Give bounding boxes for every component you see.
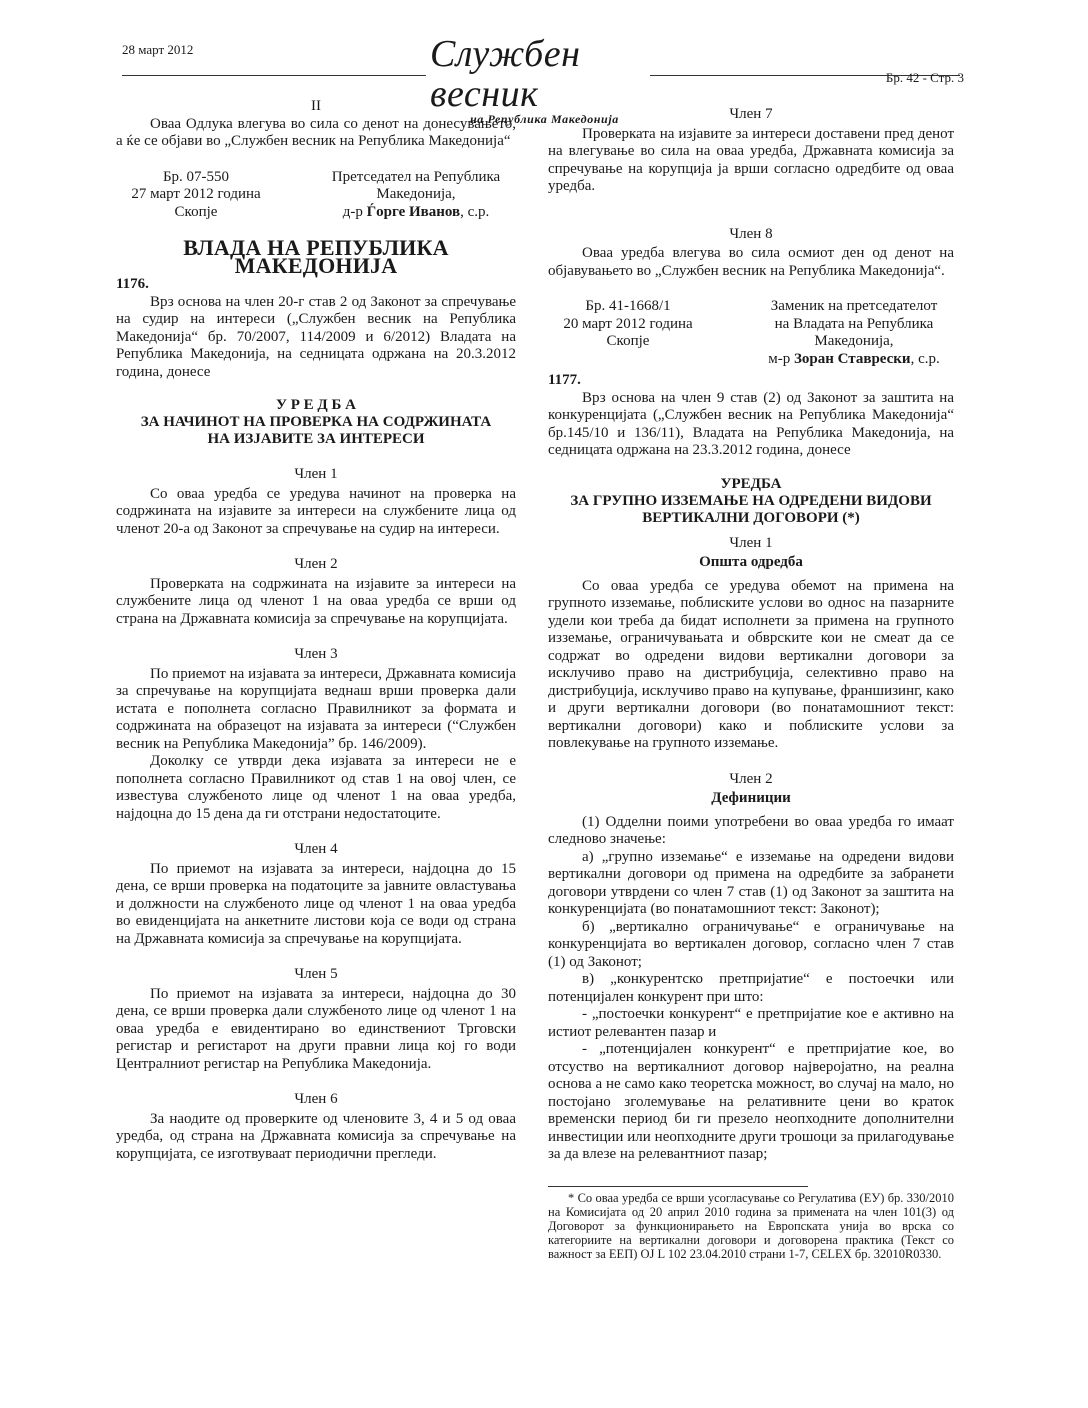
signature-block-1 bbox=[116, 169, 516, 222]
decree-1177-sub1: ЗА ГРУПНО ИЗЗЕМАЊЕ НА ОДРЕДЕНИ ВИДОВИ bbox=[570, 492, 932, 509]
article-3-title: Член 3 bbox=[294, 646, 338, 662]
article-3-text-2: Доколку се утврди дека изјавата за интереси не е пополнета согласно Правилникот од став 1 на овој член, се известува службеното лице од членот 1 на оваа уредба, најдоцна до 15 дена да ги отстрани недостатоците. bbox=[116, 753, 516, 822]
act-number-1176: 1176. bbox=[116, 276, 149, 292]
sig2-ref-number: Бр. 41-1668/1 bbox=[585, 298, 671, 314]
article-3-text-1: По приемот на изјавата за интереси, Државната комисија за спречување на корупцијата веднаш врши проверка дали истата е пополнета согласно Правилникот за формата и содржината на образецот на изјавата за интереси (“Службен весник на Република Македонија” бр. 146/2009). bbox=[116, 665, 516, 752]
masthead-title: Службен весник bbox=[430, 33, 581, 115]
sig2-ref-date: 20 март 2012 година bbox=[563, 315, 693, 332]
signature-block-2 bbox=[548, 298, 954, 368]
preamble-1177: Врз основа на член 9 став (2) од Законот за заштита на конкуренцијата („Службен весник на Република Македонија“ бр.145/10 и 136/11), Владата на Република Македонија, на седницата одржана на 23.3.2012 година, донесе bbox=[548, 389, 954, 458]
decree-1176-sub2: НА ИЗЈАВИТЕ ЗА ИНТЕРЕСИ bbox=[207, 431, 425, 447]
article-1177-2-item-a: а) „групно изземање“ е изземање на одредени видови вертикални договори од примена на одредбите за забранети договори утврдени со член 7 став (1) од Законот за заштита на конкуренцијата (во понатамошниот текст: Законот); bbox=[548, 848, 954, 917]
article-1177-1-heading: Општа одредба bbox=[699, 554, 803, 570]
section-roman: II bbox=[311, 98, 321, 114]
sig1-name-suffix: , с.р. bbox=[460, 203, 490, 220]
decree-1177-word: УРЕДБА bbox=[720, 475, 782, 492]
article-6-text: За наодите од проверките од членовите 3, 4 и 5 од оваа уредба, од страна на Државната комисија за спречување на корупцијата, се изготвуваат периодични прегледи. bbox=[116, 1110, 516, 1162]
preamble-1176: Врз основа на член 20-г став 2 од Законот за спречување на судир на интереси („Службен весник на Република Македонија“ бр. 70/2007, 114/2009 и 6/2012) Владата на Република Македонија, на седницата одржана на 20.3.2012 година, донесе bbox=[116, 293, 516, 380]
article-1177-2-title: Член 2 bbox=[729, 770, 773, 787]
sig2-ref-place: Скопје bbox=[606, 333, 650, 349]
sig1-role-2: Македонија, bbox=[376, 186, 456, 202]
article-7-text: Проверката на изјавите за интереси доставени пред денот на влегување во сила на оваа уредба, Државната комисија за спречување на корупција ја врши согласно одредбите од оваа уредба. bbox=[548, 125, 954, 194]
article-1177-2-para-1: (1) Одделни поими употребени во оваа уредба го имаат следново значење: bbox=[548, 813, 954, 847]
sig2-name-line bbox=[754, 351, 954, 369]
article-5-text: По приемот на изјавата за интереси, најдоцна до 30 дена, се врши проверка дали службеното лице од членот 1 на оваа уредба е евидентирано во единствениот Трговски регистар и регистарот на други правни лица кој го води Централниот регистар на Република Македонија. bbox=[116, 985, 516, 1072]
article-1177-2-dash-2: - „потенцијален конкурент“ е претпријатие кое, во отсуство на вертикалниот договор најверојатно, на реална основа а не само како теоретска можност, во случај на мало, но постојано зголемување на релативните цени во краток временски период би ги презело неопходните дополнителни инвестиции или неопходните други трошоци за прилагодување за да влезе на релевантниот пазар; bbox=[548, 1041, 954, 1162]
sig1-ref-date: 27 март 2012 година bbox=[131, 186, 261, 202]
decree-1176-sub1: ЗА НАЧИНОТ НА ПРОВЕРКА НА СОДРЖИНАТА bbox=[140, 414, 492, 430]
sig1-name-prefix: д-р bbox=[342, 203, 367, 220]
sig2-role-1: Заменик на претседателот bbox=[770, 298, 938, 314]
masthead-subtitle: на Република Македонија bbox=[470, 112, 619, 126]
article-8-title: Член 8 bbox=[729, 225, 773, 242]
issue-date: 28 март 2012 bbox=[122, 42, 194, 57]
article-2-title: Член 2 bbox=[294, 556, 338, 572]
sig2-name: Зоран Ставрески bbox=[794, 350, 911, 367]
article-1-text: Со оваа уредба се уредува начинот на проверка на содржината на изјавите за интереси на службените лица од членот 20-а од Законот за спречување на судир на интереси. bbox=[116, 485, 516, 537]
article-1177-1-text: Со оваа уредба се уредува обемот на примена на групното изземање, поблиските услови во однос на пазарните удели кои треба да бидат исполнети за примена на групното изземање, ограничувањата и обврските кои не смеат да се содржат во одредени видови вертикални договори за исклучиво право на дистрибуција, селективно право на дистрибуција, исклучиво право на купување, франшизинг, како и други вертикални договори (во понатамошниот текст: вертикални договори) како и поблиските услови за повлекување на групното изземање. bbox=[548, 577, 954, 751]
decree-1177-sub2: ВЕРТИКАЛНИ ДОГОВОРИ (*) bbox=[642, 509, 860, 526]
sig2-name-suffix: , с.р. bbox=[910, 350, 940, 367]
sig2-role-2: на Владата на Република bbox=[774, 315, 934, 332]
government-heading: ВЛАДА НА РЕПУБЛИКА МАКЕДОНИЈА bbox=[183, 235, 449, 278]
header-rule-left bbox=[122, 75, 426, 76]
sig1-ref-number: Бр. 07-550 bbox=[162, 168, 230, 185]
sig2-name-prefix: м-р bbox=[768, 350, 794, 367]
section-text: Оваа Одлука влегува во сила со денот на донесувањето, а ќе се објави во „Службен весник на Република Македонија“ bbox=[116, 115, 516, 149]
page-reference: Бр. 42 - Стр. 3 bbox=[885, 70, 964, 85]
article-7-title: Член 7 bbox=[729, 106, 773, 122]
decree-1176-word: У Р Е Д Б А bbox=[276, 397, 356, 413]
act-number-1177: 1177. bbox=[548, 372, 581, 388]
article-1177-2-item-b: б) „вертикално ограничување“ е ограничување на конкуренцијата во вертикален договор, согласно член 7 став (1) од Законот; bbox=[548, 918, 954, 970]
article-1177-2-heading: Дефиниции bbox=[711, 790, 791, 806]
footnote: * Со оваа уредба се врши усогласување со Регулатива (ЕУ) бр. 330/2010 на Комисијата од 20 април 2010 година за примената на член 101(3) од Договорот за функционирањето на Европската унија во врска со категориите на вертикални договори и договорена практика (Текст со важност за ЕЕП) OJ L 102 23.04.2010 страни 1-7, CELEX бр. 32010R0330. bbox=[548, 1190, 954, 1261]
sig1-ref bbox=[116, 169, 276, 222]
sig1-name: Ѓорге Иванов bbox=[366, 203, 461, 220]
article-4-title: Член 4 bbox=[294, 841, 338, 857]
article-2-text: Проверката на содржината на изјавите за интереси на службените лица од членот 1 на оваа уредба се врши од страна на Државната комисија за спречување на корупцијата. bbox=[116, 575, 516, 627]
article-1-title: Член 1 bbox=[294, 466, 338, 482]
footnote-rule bbox=[548, 1186, 808, 1187]
sig1-signatory bbox=[316, 169, 516, 222]
article-6-title: Член 6 bbox=[294, 1091, 338, 1107]
sig1-role-1: Претседател на Република bbox=[331, 168, 501, 185]
left-column bbox=[116, 98, 516, 1163]
sig2-ref bbox=[548, 298, 708, 368]
article-8-text: Оваа уредба влегува во сила осмиот ден од денот на објавувањето во „Службен весник на Република Македонија“. bbox=[548, 245, 954, 279]
sig2-signatory bbox=[754, 298, 954, 368]
decree-1176-title bbox=[116, 397, 516, 448]
article-5-title: Член 5 bbox=[294, 966, 338, 982]
sig1-name-line bbox=[316, 204, 516, 222]
article-4-text: По приемот на изјавата за интереси, најдоцна до 15 дена, се врши проверка на податоците за јавните овластувања и должности на службеното лице од членот 1 на оваа уредба во евиденцијата на анкетните листови која се води од страна на Државната комисија за спречување на корупцијата. bbox=[116, 860, 516, 947]
article-1177-1-title: Член 1 bbox=[729, 534, 773, 551]
article-1177-2-item-v: в) „конкурентско претпријатие“ е постоечки или потенцијален конкурент при што: bbox=[548, 971, 954, 1005]
sig2-role-3: Македонија, bbox=[814, 333, 894, 349]
right-column bbox=[548, 98, 954, 1261]
article-1177-2-dash-1: - „постоечки конкурент“ е претпријатие кое е активно на истиот релевантен пазар и bbox=[548, 1006, 954, 1040]
decree-1177-title bbox=[548, 476, 954, 527]
sig1-ref-place: Скопје bbox=[174, 203, 218, 220]
